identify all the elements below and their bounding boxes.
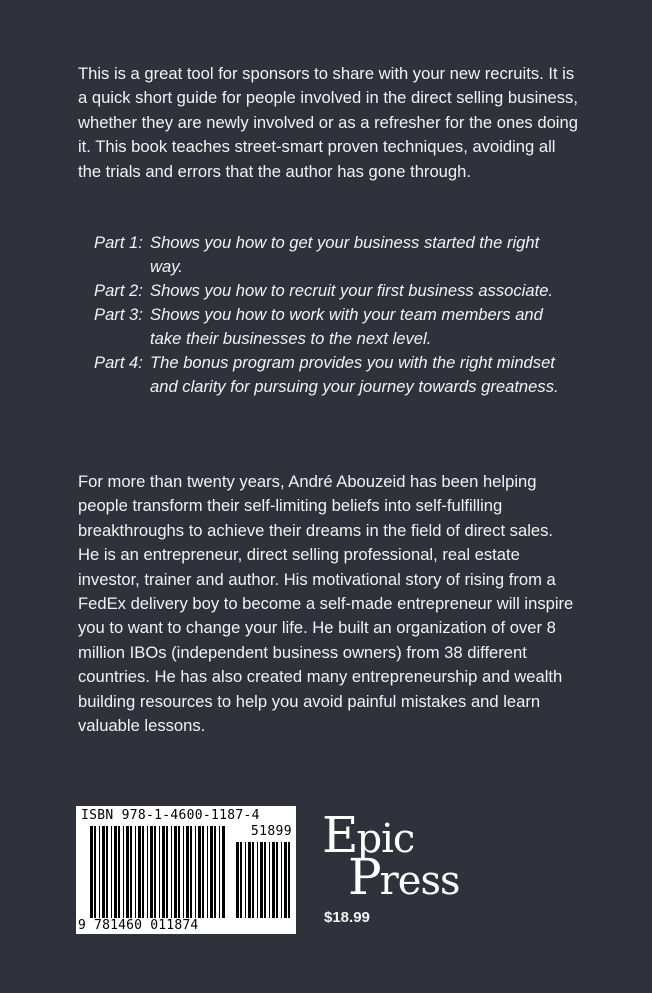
barcode-bar	[190, 826, 192, 918]
barcode-bar	[248, 842, 251, 918]
barcode-bar	[252, 842, 254, 918]
barcode-bar	[219, 826, 220, 918]
part-description: Shows you how to work with your team members and take their businesses to the next level.	[150, 305, 543, 348]
barcode-bar	[123, 826, 124, 918]
barcode-bar	[94, 826, 96, 918]
barcode-bar	[118, 826, 120, 918]
barcode-bar	[245, 842, 246, 918]
barcode-bar	[269, 842, 270, 918]
barcode-bar	[284, 842, 287, 918]
epic-press-logo	[318, 806, 478, 906]
isbn-barcode	[76, 806, 296, 934]
part-item	[94, 351, 564, 399]
part-item	[94, 303, 564, 351]
barcode-bar	[174, 826, 177, 918]
barcode-bar	[264, 842, 266, 918]
barcode-bar	[257, 842, 258, 918]
barcode-bar	[272, 842, 275, 918]
barcode-bar	[288, 842, 290, 918]
parts-list	[94, 231, 564, 399]
logo-word-press: Press	[348, 848, 460, 906]
barcode-bar	[202, 826, 204, 918]
barcode-bar	[222, 826, 225, 918]
author-bio: For more than twenty years, André Abouzeid has been helping people transform their self-limiting beliefs into self-fulfilling breakthroughs to achieve their dreams in the field of direct sales. He is an entrepreneur, direct selling professional, real estate investor, trainer and author. His motivational story of rising from a FedEx delivery boy to become a self-made entrepreneur will inspire you to want to change your life. He built an organization of over 8 million IBOs (independent business owners) from 38 different countries. He has also created many entrepreneurship and wealth building resources to help you avoid painful mistakes and learn valuable lessons.	[78, 472, 574, 736]
part-item	[94, 279, 564, 303]
barcode-bar	[154, 826, 156, 918]
barcode-bar	[236, 842, 239, 918]
barcode-bar	[138, 826, 141, 918]
barcode-bar	[186, 826, 189, 918]
barcode-bars	[76, 806, 296, 934]
barcode-bar	[195, 826, 196, 918]
ean-digits: 9 781460 011874	[78, 918, 199, 933]
part-label: Part 3:	[94, 305, 143, 324]
book-price: $18.99	[324, 909, 370, 926]
barcode-bar	[162, 826, 165, 918]
part-description: Shows you how to recruit your first business associate.	[150, 281, 554, 300]
barcode-bar	[183, 826, 184, 918]
part-description: Shows you how to get your business started the right way.	[150, 233, 540, 276]
barcode-bar	[171, 826, 172, 918]
part-label: Part 1:	[94, 233, 143, 252]
barcode-bar	[214, 826, 216, 918]
barcode-bar	[135, 826, 136, 918]
barcode-bar	[126, 826, 129, 918]
barcode-bar	[159, 826, 160, 918]
barcode-bar	[130, 826, 132, 918]
barcode-bar	[90, 826, 93, 918]
barcode-bar	[166, 826, 168, 918]
barcode-bar	[240, 842, 242, 918]
part-label: Part 2:	[94, 281, 143, 300]
barcode-bar	[276, 842, 278, 918]
part-description: The bonus program provides you with the right mindset and clarity for pursuing your journey towards greatness.	[150, 353, 559, 396]
isbn-number: ISBN 978-1-4600-1187-4	[81, 808, 260, 823]
barcode-bar	[111, 826, 112, 918]
barcode-bar	[281, 842, 282, 918]
logo-word-epic: Epic	[322, 806, 415, 864]
barcode-bar	[106, 826, 108, 918]
price-code: 51899	[250, 824, 292, 839]
barcode-bar	[102, 826, 105, 918]
part-item	[94, 231, 564, 279]
barcode-bar	[207, 826, 208, 918]
barcode-bar	[198, 826, 201, 918]
barcode-bar	[99, 826, 100, 918]
barcode-bar	[150, 826, 153, 918]
barcode-bar	[178, 826, 180, 918]
barcode-bar	[210, 826, 213, 918]
barcode-bar	[147, 826, 148, 918]
barcode-bar	[114, 826, 117, 918]
part-label: Part 4:	[94, 353, 143, 372]
back-cover-blurb: This is a great tool for sponsors to share with your new recruits. It is a quick short guide for people involved in the direct selling business, whether they are newly involved or as a refresher for the ones doing it. This book teaches street-smart proven techniques, avoiding all the trials and errors that the author has gone through.	[78, 64, 578, 181]
barcode-bar	[142, 826, 144, 918]
barcode-bar	[260, 842, 263, 918]
